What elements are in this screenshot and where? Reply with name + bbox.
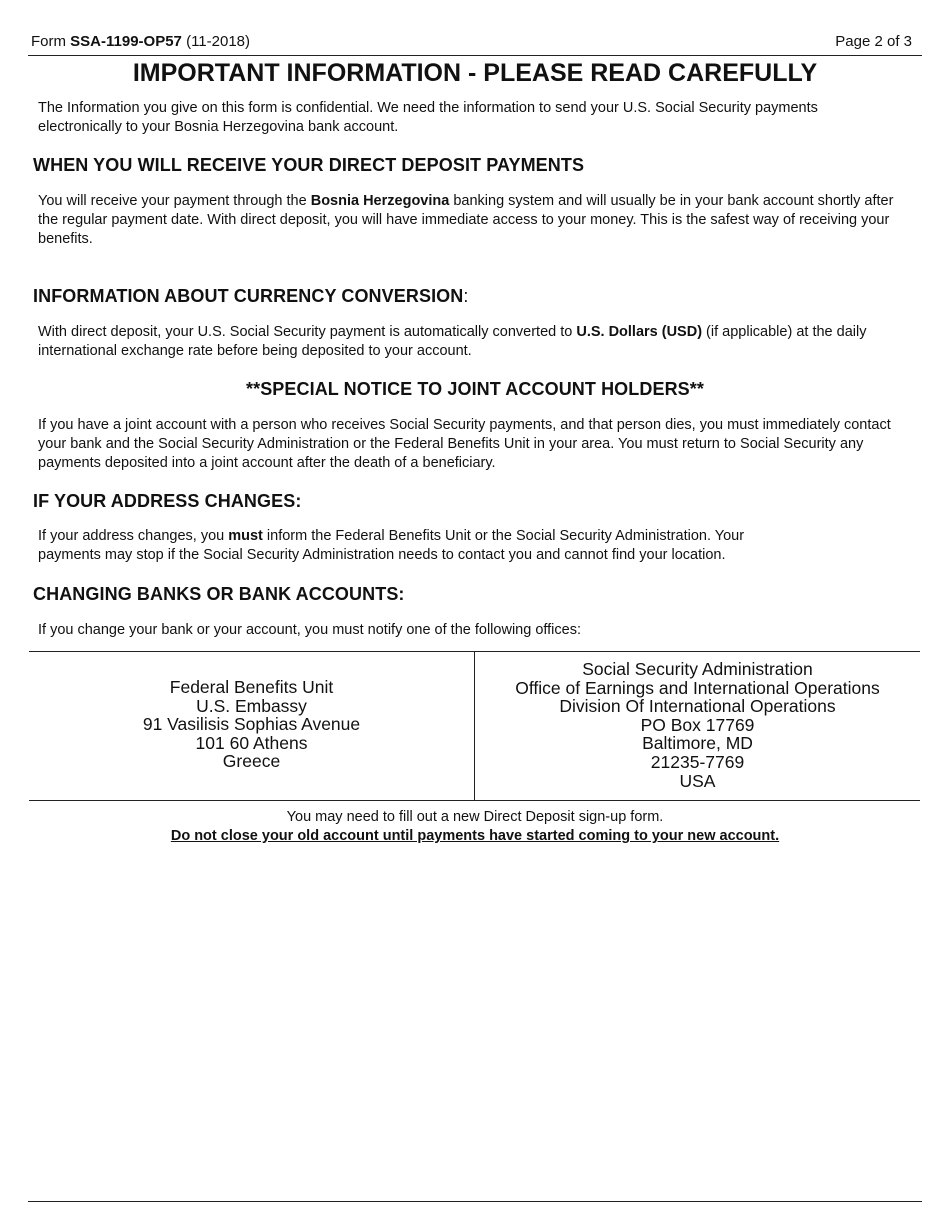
form-identifier <box>31 32 250 51</box>
office-right-line: Social Security Administration <box>582 659 813 679</box>
receive-bold: Bosnia Herzegovina <box>310 193 450 209</box>
currency-heading-suffix: : <box>463 286 469 306</box>
address-text-2: inform the Federal Benefits Unit or the Social Security Administration. Your payments may stop if the Social Security Administration needs to contact you and cannot find your location. <box>38 528 745 563</box>
section-heading-address: IF YOUR ADDRESS CHANGES: <box>33 491 302 511</box>
receive-text-2: banking system and will usually be in your bank account shortly after the regular payment date. With direct deposit, you will have immediate access to your money. This is the safest way of receiving your benefits. <box>38 193 894 247</box>
office-right-line: Baltimore, MD <box>642 733 753 754</box>
do-not-close-warning: Do not close your old account until payments have started coming to your new account. <box>170 828 780 844</box>
address-paragraph <box>38 527 808 565</box>
form-prefix: Form <box>31 33 71 50</box>
office-left-line: 101 60 Athens <box>195 732 308 753</box>
form-number: SSA-1199-OP57 <box>70 33 182 50</box>
currency-text-2: (if applicable) at the daily international exchange rate before being deposited to your account. <box>38 324 867 359</box>
address-text-1: If your address changes, you <box>38 528 229 544</box>
currency-heading-text: INFORMATION ABOUT CURRENCY CONVERSION <box>33 286 464 306</box>
new-form-note: You may need to fill out a new Direct Deposit sign-up form. <box>286 809 664 825</box>
page-number: Page 2 of 3 <box>835 33 912 50</box>
section-heading-banks: CHANGING BANKS OR BANK ACCOUNTS: <box>33 584 405 604</box>
office-right-line: USA <box>679 770 716 791</box>
currency-text-1: With direct deposit, your U.S. Social Security payment is automatically converted to <box>38 324 577 340</box>
form-date: (11-2018) <box>181 33 250 50</box>
office-federal-benefits-unit <box>29 678 474 771</box>
currency-bold: U.S. Dollars (USD) <box>576 324 703 340</box>
office-ssa <box>475 660 920 790</box>
office-left-line: Greece <box>222 751 281 772</box>
office-left-line: Federal Benefits Unit <box>169 677 334 697</box>
section-heading-joint: **SPECIAL NOTICE TO JOINT ACCOUNT HOLDERS** <box>245 379 705 399</box>
office-right-line: Division Of International Operations <box>559 696 836 717</box>
office-right-line: PO Box 17769 <box>640 714 755 735</box>
page-bottom-rule <box>28 1201 922 1202</box>
receive-paragraph <box>38 192 900 249</box>
banks-paragraph: If you change your bank or your account, you must notify one of the following offices: <box>38 622 581 638</box>
receive-text-1: You will receive your payment through the <box>38 193 311 209</box>
office-left-line: 91 Vasilisis Sophias Avenue <box>142 714 361 735</box>
section-heading-receive: WHEN YOU WILL RECEIVE YOUR DIRECT DEPOSIT PAYMENTS <box>33 155 585 175</box>
address-bold: must <box>228 528 263 544</box>
page-title: IMPORTANT INFORMATION - PLEASE READ CAREFULLY <box>132 59 818 87</box>
table-bottom-rule <box>29 800 920 801</box>
joint-paragraph: If you have a joint account with a person who receives Social Security payments, and that person dies, you must immediately contact your bank and the Social Security Administration or the Federal Benefits Unit in your area. You must return to Social Security any payments deposited into a joint account after the death of a beneficiary. <box>38 417 891 471</box>
intro-paragraph: The Information you give on this form is confidential. We need the information to send your U.S. Social Security payments electronically to your Bosnia Herzegovina bank account. <box>38 100 818 135</box>
office-right-line: 21235-7769 <box>650 751 745 772</box>
office-left-line: U.S. Embassy <box>196 695 307 716</box>
currency-paragraph <box>38 323 900 361</box>
section-heading-currency <box>33 286 468 307</box>
header-rule <box>28 55 922 56</box>
office-right-line: Office of Earnings and International Operations <box>515 677 880 698</box>
